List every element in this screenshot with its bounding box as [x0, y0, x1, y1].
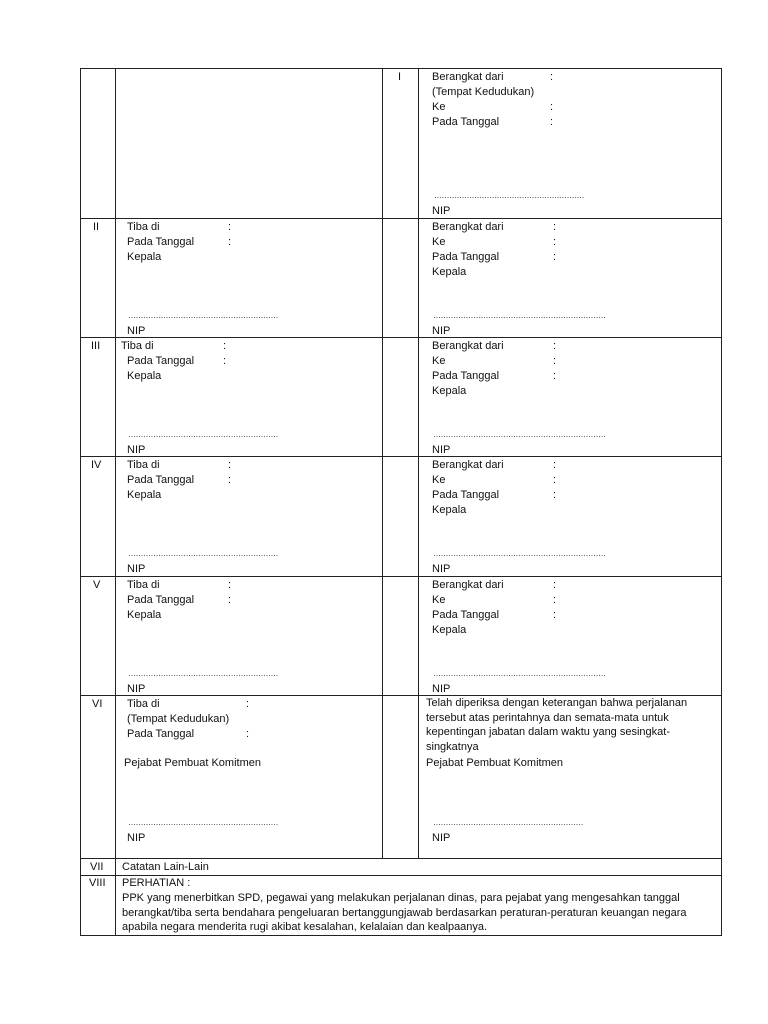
perhatian-text: PPK yang menerbitkan SPD, pegawai yang melakukan perjalanan dinas, para pejabat yang mengesahkan tanggal berangkat/tiba serta bendahara pengeluaran bertanggungjawab berdasarkan peraturan-peraturan keuangan negara apabila negara menderita rugi akibat kesalahan, kelalaian dan kealpaanya.	[122, 892, 687, 934]
label-kepala: Kepala	[432, 385, 467, 397]
colon: :	[553, 594, 557, 606]
colon: :	[228, 221, 232, 233]
row-divider	[80, 456, 722, 457]
signature-line: ……………………………………………………	[128, 430, 278, 439]
nip-label: NIP	[432, 325, 451, 337]
colon: :	[223, 355, 227, 367]
row-divider	[80, 858, 722, 859]
row-numeral-v: V	[93, 579, 101, 591]
signature-line: ……………………………………………………	[128, 818, 278, 827]
right-numeral-divider	[418, 68, 419, 858]
numeral-column-divider-lower	[115, 858, 116, 936]
label-berangkat-dari: Berangkat dari	[432, 71, 504, 83]
row-numeral-ii: II	[93, 221, 100, 233]
signature-line: ……………………………………………………………	[433, 430, 606, 439]
perhatian-title: PERHATIAN :	[122, 877, 191, 889]
colon: :	[228, 474, 232, 486]
label-kepala: Kepala	[432, 266, 467, 278]
colon: :	[228, 594, 232, 606]
signature-line: ……………………………………………………………	[433, 549, 606, 558]
label-kepala: Kepala	[127, 609, 162, 621]
colon: :	[553, 489, 557, 501]
nip-label: NIP	[127, 444, 146, 456]
label-berangkat-dari: Berangkat dari	[432, 459, 504, 471]
nip-label: NIP	[432, 563, 451, 575]
center-divider	[382, 68, 383, 858]
colon: :	[228, 459, 232, 471]
signature-line: ……………………………………………………	[434, 191, 584, 200]
row-divider	[80, 218, 722, 219]
signature-line: ……………………………………………………	[128, 311, 278, 320]
colon: :	[246, 698, 250, 710]
label-kepala: Kepala	[127, 370, 162, 382]
label-pada-tanggal: Pada Tanggal	[432, 251, 500, 263]
label-tiba-di: Tiba di	[127, 221, 160, 233]
colon: :	[550, 71, 554, 83]
nip-label: NIP	[127, 683, 146, 695]
colon: :	[553, 370, 557, 382]
colon: :	[553, 221, 557, 233]
label-kepala: Kepala	[127, 251, 162, 263]
label-ke: Ke	[432, 236, 446, 248]
label-ke: Ke	[432, 101, 446, 113]
colon: :	[246, 728, 250, 740]
label-berangkat-dari: Berangkat dari	[432, 221, 504, 233]
form-border	[80, 68, 722, 936]
row-numeral-vii: VII	[90, 861, 104, 873]
label-kepala: Kepala	[127, 489, 162, 501]
label-pada-tanggal: Pada Tanggal	[127, 728, 195, 740]
row-numeral-iii: III	[91, 340, 101, 352]
label-ke: Ke	[432, 355, 446, 367]
numeral-column-divider	[115, 68, 116, 858]
nip-label: NIP	[432, 205, 451, 217]
colon: :	[553, 355, 557, 367]
label-tiba-di: Tiba di	[121, 340, 154, 352]
label-tempat-kedudukan: (Tempat Kedudukan)	[127, 713, 230, 725]
signature-line: ……………………………………………………………	[433, 311, 606, 320]
colon: :	[553, 340, 557, 352]
colon: :	[228, 236, 232, 248]
spd-back-form	[80, 68, 722, 936]
colon: :	[223, 340, 227, 352]
colon: :	[553, 236, 557, 248]
label-ke: Ke	[432, 474, 446, 486]
colon: :	[553, 459, 557, 471]
signature-line: ……………………………………………………………	[433, 669, 606, 678]
label-pada-tanggal: Pada Tanggal	[127, 236, 195, 248]
row-divider	[80, 337, 722, 338]
signature-line: ……………………………………………………	[128, 669, 278, 678]
nip-label: NIP	[127, 832, 146, 844]
label-tiba-di: Tiba di	[127, 459, 160, 471]
label-berangkat-dari: Berangkat dari	[432, 340, 504, 352]
label-pada-tanggal: Pada Tanggal	[432, 489, 500, 501]
nip-label: NIP	[127, 325, 146, 337]
signature-line: ……………………………………………………	[128, 549, 278, 558]
label-kepala: Kepala	[432, 624, 467, 636]
colon: :	[553, 579, 557, 591]
label-pejabat-pembuat-komitmen: Pejabat Pembuat Komitmen	[426, 757, 563, 769]
catatan-lain-lain: Catatan Lain-Lain	[122, 861, 209, 873]
label-pada-tanggal: Pada Tanggal	[432, 609, 500, 621]
signature-line: ……………………………………………………	[433, 818, 583, 827]
label-tiba-di: Tiba di	[127, 579, 160, 591]
label-pada-tanggal: Pada Tanggal	[432, 370, 500, 382]
row-numeral-i: I	[398, 71, 402, 83]
label-tiba-di: Tiba di	[127, 698, 160, 710]
nip-label: NIP	[432, 444, 451, 456]
colon: :	[550, 116, 554, 128]
row-numeral-viii: VIII	[89, 877, 106, 889]
label-tempat-kedudukan: (Tempat Kedudukan)	[432, 86, 535, 98]
colon: :	[553, 609, 557, 621]
verification-statement: Telah diperiksa dengan keterangan bahwa perjalanan tersebut atas perintahnya dan semata-mata untuk kepentingan jabatan dalam waktu yang sesingkat-singkatnya	[426, 697, 688, 754]
colon: :	[553, 251, 557, 263]
label-pada-tanggal: Pada Tanggal	[127, 355, 195, 367]
label-pada-tanggal: Pada Tanggal	[127, 474, 195, 486]
label-pada-tanggal: Pada Tanggal	[127, 594, 195, 606]
row-divider	[80, 576, 722, 577]
nip-label: NIP	[432, 832, 451, 844]
row-numeral-iv: IV	[91, 459, 102, 471]
row-numeral-vi: VI	[92, 698, 103, 710]
colon: :	[228, 579, 232, 591]
colon: :	[553, 474, 557, 486]
nip-label: NIP	[127, 563, 146, 575]
label-berangkat-dari: Berangkat dari	[432, 579, 504, 591]
label-pada-tanggal: Pada Tanggal	[432, 116, 500, 128]
colon: :	[550, 101, 554, 113]
label-kepala: Kepala	[432, 504, 467, 516]
nip-label: NIP	[432, 683, 451, 695]
label-pejabat-pembuat-komitmen: Pejabat Pembuat Komitmen	[124, 757, 261, 769]
label-ke: Ke	[432, 594, 446, 606]
